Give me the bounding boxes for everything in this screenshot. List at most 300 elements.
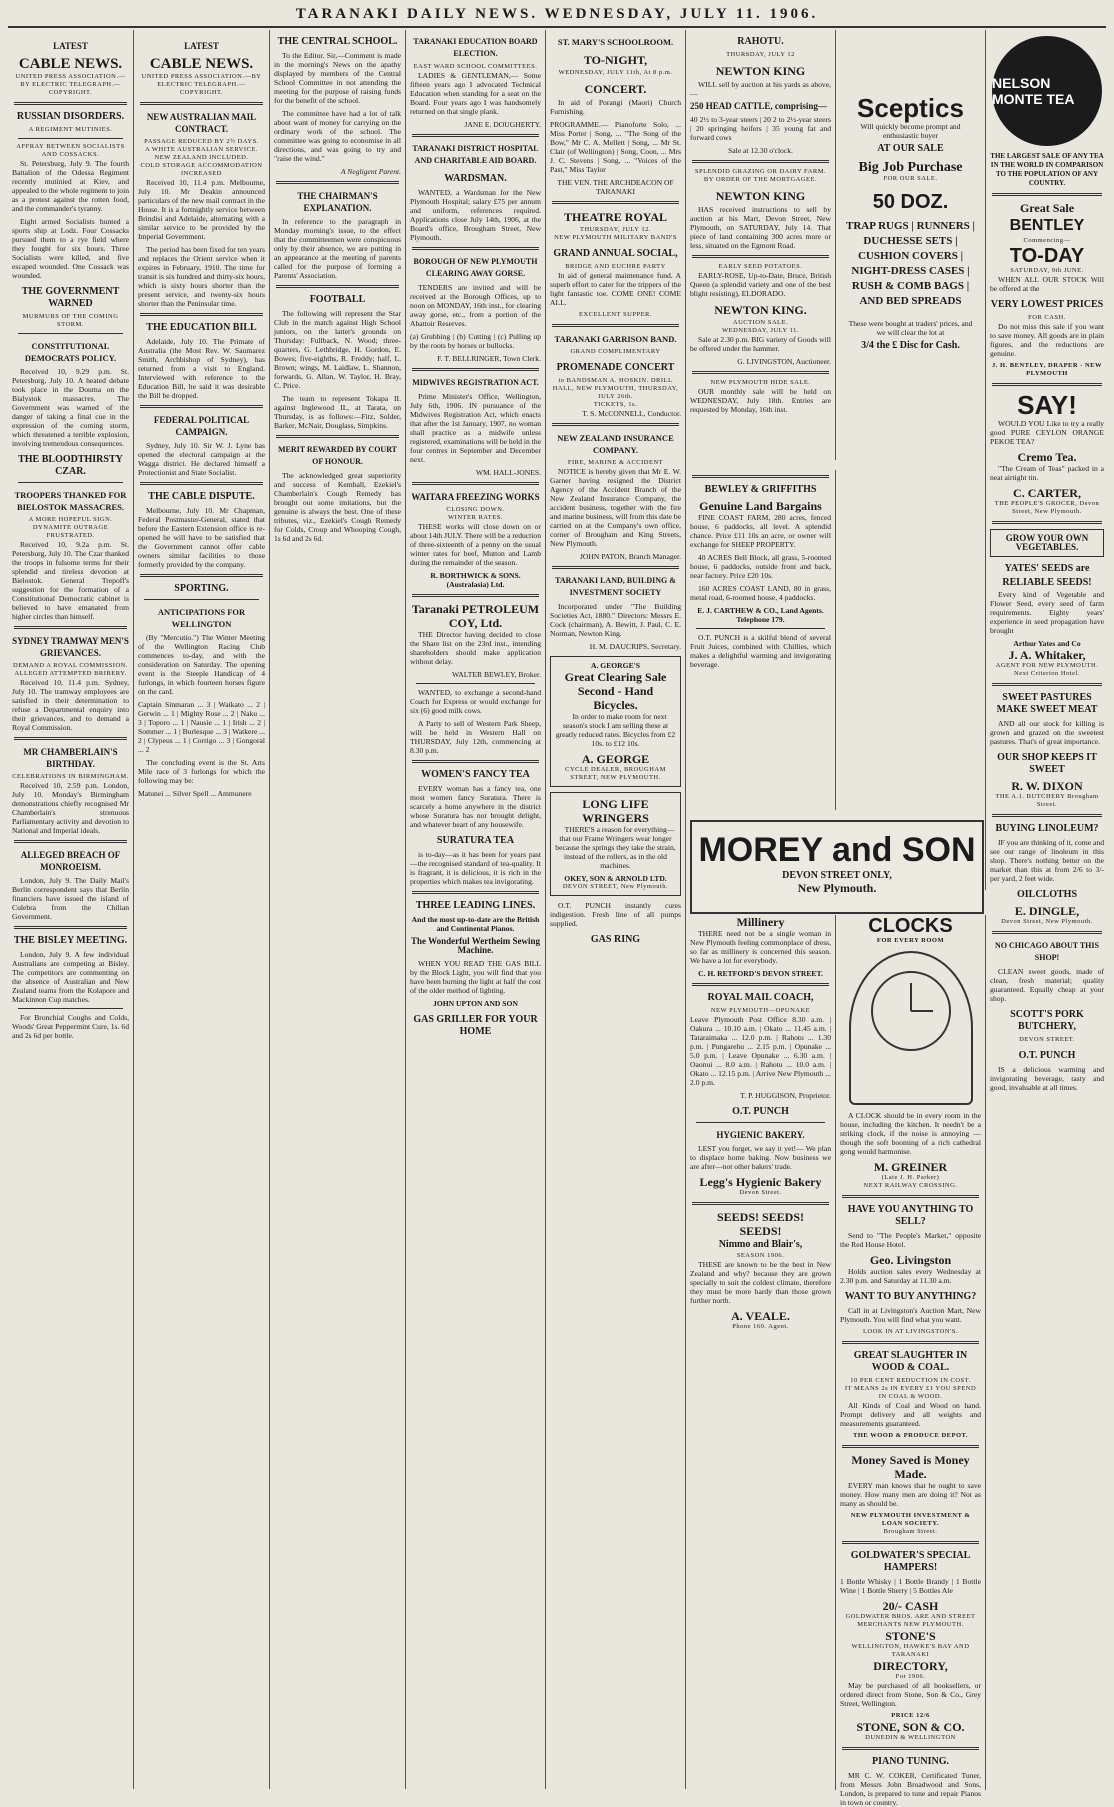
subheading: SEASON 1906.: [736, 1252, 785, 1259]
divider: [140, 313, 263, 316]
ad-paragraph: In aid of general maintenance fund. A superb effort to cater for the trippers of the light fantastic toe. COME ONE! COME ALL.: [550, 271, 681, 307]
divider: [140, 405, 263, 408]
headline: PIANO TUNING.: [871, 1756, 950, 1767]
divider: [14, 737, 127, 740]
nelson-monte-tea-seal: NELSON MONTE TEA: [992, 36, 1102, 146]
ad-title: E. DINGLE,: [1014, 904, 1080, 918]
column-5: [546, 30, 686, 1789]
ad-signature: T. S. McCONNELL, Conductor.: [582, 409, 681, 418]
ad-title: DIRECTORY,: [873, 1659, 948, 1673]
subheading: Devon Street, New Plymouth.: [1001, 918, 1093, 925]
headline: CONSTITUTIONAL DEMOCRATS POLICY.: [24, 341, 117, 363]
divider: [14, 926, 127, 929]
ad-title: CLOCKS: [868, 915, 953, 937]
divider: [842, 1541, 979, 1544]
divider: [992, 683, 1102, 686]
ad-signature: G. LIVINGSTON, Auctioneer.: [737, 357, 831, 366]
subheading: FOR OUR SALE.: [883, 175, 938, 182]
headline: SWEET PASTURES MAKE SWEET MEAT: [996, 692, 1098, 715]
ad-paragraph: LEST you forget, we say it yet!— We plan to displace home baking. Now business we are after—not other bakers' trade.: [690, 1144, 831, 1171]
morey-sale-ad: [840, 90, 981, 354]
divider: [842, 1341, 979, 1344]
headline: NEW ZEALAND INSURANCE COMPANY.: [557, 433, 674, 455]
subheading: J. H. BENTLEY, DRAPER - NEW PLYMOUTH: [991, 362, 1103, 377]
divider: [552, 324, 679, 327]
article-paragraph: London, July 9. A few individual Australians are competing at Bisley. The competitors are commenting on the absence of Australian and New Zealand teams from the Kolapore and Mackinnon Cup matches.: [12, 950, 129, 1004]
clock-hand: [910, 983, 912, 1011]
ad-signature: R. BORTHWICK & SONS. (Australasia) Ltd.: [430, 571, 521, 589]
concert-programme: PROGRAMME.— Pianoforte Solo, ... Miss Porter | Song, ... "The Song of the Bow," Mr C. A. Mellett | Song, ... Mr St. Clair (of Wellington) | Song, Coon, ... Mrs J. C. Stevens | Song, ... "Voices of the Past," Miss Taylor: [550, 120, 681, 174]
headline: NO CHICAGO ABOUT THIS SHOP!: [995, 941, 1099, 962]
divider: [992, 814, 1102, 817]
ad-title: BENTLEY: [1009, 217, 1085, 234]
divider: [842, 1445, 979, 1448]
ad-title: OKEY, SON & ARNOLD LTD.: [564, 874, 667, 883]
ad-paragraph: O.T. PUNCH is a skilful blend of several Fruit Juices, combined with Chillies, which makes a delightful warming and invigorating beverage.: [690, 633, 831, 669]
subheading: Phone 160. Agent.: [732, 1323, 789, 1330]
masthead: TARANAKI DAILY NEWS. WEDNESDAY, JULY 11. 1906.: [295, 6, 819, 22]
subheading: A REGIMENT MUTINIES.: [28, 126, 113, 133]
ad-title: The Wonderful Wertheim Sewing Machine.: [411, 936, 540, 955]
ad-signature: C. H. RETFORD'S DEVON STREET.: [698, 969, 823, 978]
divider: [18, 138, 123, 139]
ad-paragraph: is to-day—as it has been for years past—the recognised standard of tea-quality. It is fragrant, it is delicious, it is rich in the properties which makes tea invigorating.: [410, 850, 541, 886]
divider: [140, 102, 263, 105]
subheading: THURSDAY, JULY 12.: [580, 226, 651, 233]
article-paragraph: Received 10, 9.2a p.m. St. Petersburg, July 10. The Czar thanked the troops in fulsome terms for their splendid and tireless devotion at Bielostok. General Trepoff's suggestion for the formation of a Constitutional Democratic cabinet is believed to have emanated from higher circles than himself.: [12, 540, 129, 621]
divider: [14, 840, 127, 843]
subheading: IT MEANS 2s IN EVERY £1 YOU SPEND IN COAL & WOOD.: [844, 1385, 977, 1400]
subheading: FIRE, MARINE & ACCIDENT: [567, 459, 664, 466]
divider: [992, 383, 1102, 386]
headline: BEWLEY & GRIFFITHS: [704, 484, 817, 495]
headline: THE BISLEY MEETING.: [13, 935, 128, 946]
headline: RAHOTU.: [737, 36, 784, 47]
ad-title: Sceptics: [857, 93, 964, 123]
ad-title: Cremo Tea.: [1017, 450, 1077, 464]
headline: OUR SHOP KEEPS IT SWEET: [997, 752, 1097, 775]
subheading: NEW PLYMOUTH—OPUNAKE: [710, 1007, 811, 1014]
cable-news-title: CABLE NEWS.: [18, 56, 123, 72]
divider: [692, 371, 829, 374]
ad-title: Big Job Purchase: [858, 160, 963, 175]
headline: GOLDWATER'S SPECIAL HAMPERS!: [850, 1550, 971, 1573]
letter-paragraph: To the Editor. Sir,—Comment is made in the morning's News on the apathy displayed by members of the Central School Committee in not attending the meeting for the purpose of raising funds for the benefit of the school.: [274, 51, 401, 105]
vegetables-ad: [990, 529, 1104, 557]
ad-paragraph: THESE works will close down on or about 14th JULY. There will be a reduction of three-sixteenth of a penny on the usual winter rates for beef, Mutton and Lamb during the remainder of the season.: [410, 522, 541, 567]
subheading: COLD STORAGE ACCOMMODATION INCREASED: [140, 162, 263, 177]
ad-title: YATES' SEEDS are RELIABLE SEEDS!: [1002, 563, 1092, 588]
divider: [842, 1747, 979, 1750]
ad-paragraph: And the most up-to-date are the British and Continental Pianos.: [411, 915, 540, 933]
subheading: TICKETS, 1s.: [593, 401, 638, 408]
ad-title: MOREY and SON: [698, 831, 976, 869]
headline: GAS GRILLER FOR YOUR HOME: [413, 1014, 538, 1037]
ad-list: (a) Grubbing | (b) Cutting | (c) Pulling up by the roots by horses or bullocks.: [410, 332, 541, 350]
divider: [692, 475, 829, 478]
headline: ST. MARY'S SCHOOLROOM.: [557, 37, 674, 47]
headline: HAVE YOU ANYTHING TO SELL?: [847, 1204, 974, 1227]
ad-title: LONG LIFE WRINGERS: [582, 797, 649, 825]
ad-paragraph: Will quickly become prompt and enthusiastic buyer: [860, 122, 961, 140]
article-paragraph: London, July 9. The Daily Mail's Berlin correspondent says that Berlin financiers have issued the island of Culebra from the Chilian Government.: [12, 876, 129, 921]
headline: O.T. PUNCH: [1018, 1050, 1076, 1061]
article-paragraph: The period has been fixed for ten years and replaces the Orient service when it expires in February, 1910. The time for transit is six hundred and thirty-six hours, which is sixty hours shorter than the present service, and twenty-six hours shorter than the Peninsular time.: [138, 245, 265, 308]
headline: THE EDUCATION BILL: [146, 322, 257, 333]
headline: FEDERAL POLITICAL CAMPAIGN.: [153, 415, 250, 437]
ad-title: Great Clearing Sale: [564, 670, 667, 684]
article-paragraph: Adelaide, July 10. The Primate of Australia (the Most Rev. W. Saumarez Smith, Archbishop of Sydney), has returned from a visit to England. Interviewed with reference to the Education Bill, he said it was desirable the Bill be dropped.: [138, 337, 265, 400]
ad-list: TRAP RUGS | RUNNERS | DUCHESSE SETS | CUSHION COVERS | NIGHT-DRESS CASES | RUSH & COMB BAGS | AND BED SPREADS: [846, 220, 975, 307]
article-paragraph: Melbourne, July 10. Mr Chapman, Federal Postmaster-General, stated that before the Eastern Extension office is re-opened he will have to be satisfied that the Government cannot offer cable owners similar facilities to those formerly provided by the company.: [138, 506, 265, 569]
divider: [412, 594, 539, 597]
ad-paragraph: LADIES & GENTLEMAN,— Some fifteen years ago I advocated Technical Education when standing for a seat on the Board. Four years ago I was handsomely returned on that single plank.: [410, 71, 541, 116]
race-results: Matunei ... Silver Spell ... Ammunere: [138, 789, 252, 798]
divider: [14, 626, 127, 629]
headline: NEWTON KING: [715, 64, 806, 78]
divider: [552, 423, 679, 426]
morey-and-son-banner: [690, 820, 984, 914]
ad-title: Arthur Yates and Co: [1013, 639, 1081, 648]
subheading: THURSDAY, JULY 12: [726, 51, 795, 58]
article-paragraph: Received 10, 11.4 p.m. Sydney, July 10. The tramway employees are satisfied in their determination to refuse a Departmental enquiry into their grievances, and to demand a Royal Commission.: [12, 678, 129, 732]
headline: PROMENADE CONCERT: [556, 362, 675, 373]
subheading: SPLENDID GRAZING OR DAIRY FARM.: [694, 168, 827, 175]
ad-paragraph: In order to make room for next season's stock I am selling these at greatly reduced rates. Bicycles from £2 10s. to £12 10s.: [555, 712, 676, 748]
ad-title: Taranaki PETROLEUM COY, Ltd.: [411, 602, 540, 630]
headline: THEATRE ROYAL: [563, 210, 668, 224]
column-7-lower: [836, 915, 986, 1807]
headline: BUYING LINOLEUM?: [995, 823, 1099, 834]
subheading: Next Criterion Hotel.: [1014, 670, 1080, 677]
subheading: DUNEDIN & WELLINGTON: [865, 1734, 956, 1741]
ad-paragraph: Sale at 2.30 p.m. BIG variety of Goods will be offered under the hammer.: [690, 335, 831, 353]
headline: NEWTON KING: [715, 189, 806, 203]
ad-title: A. GEORGE: [581, 752, 650, 766]
subheading: BRIDGE AND EUCHRE PARTY: [565, 263, 666, 270]
subheading: NEW PLYMOUTH INVESTMENT & LOAN SOCIETY.: [850, 1512, 971, 1527]
ad-title: Second - Hand Bicycles.: [577, 684, 654, 712]
ad-paragraph: HAS received instructions to sell by auction at his Mart, Devon Street, New Plymouth, on SATURDAY, July 14. That piece of land containing 300 acres more or less, situated on the Egmont Road.: [690, 205, 831, 250]
headline: RUSSIAN DISORDERS.: [16, 111, 125, 122]
headline: TARANAKI EDUCATION BOARD ELECTION.: [413, 37, 538, 58]
column-2: [134, 30, 270, 1789]
column-6: [686, 30, 836, 460]
letter-paragraph: The committee have had a lot of talk about want of money for carrying on the ordinary work of the school. The committee was going to economise in all directions, and was going to try and "raise the wind.": [274, 109, 401, 163]
wringers-ad: [550, 792, 681, 896]
ad-paragraph: THERE need not be a single woman in New Plymouth feeling commonplace of dress, so far as millinery is concerned this season. We have a lot for everybody.: [690, 929, 831, 965]
ad-title: A. VEALE.: [731, 1309, 790, 1323]
ad-subtitle: DEVON STREET ONLY,: [782, 870, 892, 881]
ad-signature: JOHN PATON, Branch Manager.: [579, 552, 681, 561]
divider: [276, 285, 399, 288]
subheading: LOOK IN AT LIVINGSTON'S.: [863, 1328, 958, 1335]
ad-title: SEEDS!: [739, 1224, 782, 1238]
subheading: Devon Street.: [739, 1189, 782, 1196]
ad-title: STONE'S: [885, 1629, 936, 1643]
subheading: SATURDAY, 9th JUNE.: [1010, 267, 1084, 274]
subheading: BY ORDER OF THE MORTGAGEE.: [703, 176, 818, 183]
ad-signature: JOHN UPTON AND SON: [433, 999, 518, 1008]
divider: [14, 102, 127, 105]
ad-list: 40 2½ to 3-year steers | 20 2 to 2½-year steers | 20 springing heifers | 35 young fat and forward cows: [690, 115, 831, 142]
subheading: Brougham Street.: [883, 1528, 938, 1535]
ad-title: STONE, SON & CO.: [856, 1720, 965, 1734]
article-paragraph: Eight armed Socialists hunted a sports ship at Lodz. Four Cossacks pursued them to a rye field where they fought for six hours. Three Socialists were killed, and five escaped wounded. One Cossack was wounded.: [12, 217, 129, 280]
divider: [692, 1202, 829, 1205]
headline: CONCERT.: [584, 82, 647, 96]
ad-paragraph: THERE'S a reason for everything— that our Frame Wringers wear longer because the springs they take the strain, instead of the rollers, as in the old machines.: [555, 825, 676, 870]
headline: MIDWIVES REGISTRATION ACT.: [412, 378, 539, 387]
headline: MERIT REWARDED BY COURT OF HONOUR.: [277, 445, 398, 466]
ad-paragraph: THE Director having decided to close the Share list on the 23rd inst., intending shareholders should make application without delay.: [410, 630, 541, 666]
headline: SURATURA TEA: [436, 835, 515, 846]
headline: THE CHAIRMAN'S EXPLANATION.: [297, 191, 378, 213]
ad-paragraph: In aid of Porangi (Maori) Church Furnishing.: [550, 98, 681, 116]
latest-label: LATEST: [53, 41, 88, 51]
subheading: THE WOOD & PRODUCE DEPOT.: [852, 1432, 968, 1439]
subheading: DEVON STREET, New Plymouth.: [562, 883, 669, 890]
column-1: [8, 30, 134, 1789]
subheading: DEVON STREET.: [1019, 1036, 1075, 1043]
ad-paragraph: Holds auction sales every Wednesday at 2.30 p.m. and Saturday at 11.30 a.m.: [840, 1267, 981, 1285]
ad-paragraph: EVERY man knows that he ought to save money. How many men are doing it? Not as many as should be.: [840, 1481, 981, 1508]
headline: VERY LOWEST PRICES: [990, 299, 1104, 310]
ad-signature: E. J. CARTHEW & CO., Land Agents. Telephone 179.: [697, 606, 824, 624]
ad-signature: JANE E. DOUGHERTY.: [464, 120, 541, 129]
ad-paragraph: Every kind of Vegetable and Flower Seed, every seed of farm requirements. Eighty years' experience in seed propagation have brought: [990, 590, 1104, 635]
letter-signature: A Negligent Parent.: [340, 167, 401, 176]
headline: HYGIENIC BAKERY.: [716, 1130, 805, 1140]
article-paragraph: The following will represent the Star Club in the match against High School juniors, on the latter's grounds on Thursday: Fullback, N. Wood; three-quarters, G. Lethbridge, H. Gordon, E. Bowes; five-eighths, R. Freddy; half, L. Brown; wings, M. Laidlaw, L. Shannon, forwards, G. Allan, W. Taylor, H. Bray, C. Price.: [274, 309, 401, 390]
ad-paragraph: IS a delicious warming and invigorating beverage, tasty and good, invaluable at all times.: [990, 1065, 1104, 1092]
ad-title: Nimmo and Blair's,: [718, 1239, 803, 1250]
divider: [140, 574, 263, 577]
subheading: AGENT FOR NEW PLYMOUTH.: [995, 662, 1099, 669]
subheading: WEDNESDAY, JULY 11.: [722, 327, 799, 334]
latest-label: LATEST: [184, 41, 219, 51]
ad-paragraph: CLEAN sweet goods, made of clean, fresh material; quality guaranteed. Equally cheap at your shop.: [990, 967, 1104, 1003]
article-paragraph: Received 10, 11.4 p.m. Melbourne, July 10. Mr Deakin announced particulars of the new mail contract in the House. It is a fortnightly service between Brindisi and Adelaide, alternating with a similar service to be provided by the Imperial Government.: [138, 178, 265, 241]
divider: [992, 193, 1102, 196]
ad-signature: WM. HALL-JONES.: [475, 468, 541, 477]
subheading: A WHITE AUSTRALIAN SERVICE.: [145, 146, 258, 153]
headline: FOOTBALL: [309, 294, 366, 305]
ad-title: SEEDS! SEEDS!: [716, 1210, 805, 1224]
divider: [412, 482, 539, 485]
headline: WARDSMAN.: [444, 173, 507, 184]
ad-paragraph: O.T. PUNCH instantly cures indigestion. Fresh line of all pumps supplied.: [550, 901, 681, 928]
ad-title: 20/- CASH: [882, 1599, 939, 1613]
column-6-lower: [686, 470, 836, 810]
subheading: For 1906.: [895, 1673, 926, 1680]
article-paragraph: The concluding event is the St. Arts Mile race of 3 furlongs for which the following may be:: [138, 758, 265, 785]
article-paragraph: Received 10, 9.29 p.m. St. Petersburg, July 10. A heated debate took place in the Douma on the Bialystok massacres. The Government was warned of the danger of taking a final cue in the expression of the coming storm, which threatened a terrible explosion, involving tremendous consequences.: [12, 367, 129, 448]
ad-paragraph: All Kinds of Coal and Wood on hand. Prompt delivery and all weights and measurements guaranteed.: [840, 1401, 981, 1428]
subheading: THE PEOPLE'S GROCER, Devon Street, New Plymouth.: [994, 500, 1100, 515]
ad-paragraph: These were bought at traders' prices, and we will clear the lot at: [848, 319, 973, 337]
ad-title: GROW YOUR OWN VEGETABLES.: [1005, 533, 1089, 552]
subheading: CYCLE DEALER, BROUGHAM STREET, NEW PLYMOUTH.: [565, 766, 666, 781]
subheading: PASSAGE REDUCED BY 2½ DAYS.: [144, 138, 259, 145]
ad-paragraph: WANTED, a Wardsman for the New Plymouth Hospital; salary £75 per annum and uniform, references required. Applications close July 14th, 1906, at the Board's office, Brougham Street, New Plymouth.: [410, 188, 541, 242]
subheading: Commencing—: [1023, 237, 1071, 244]
headline: ALLEGED BREACH OF MONROEISM.: [20, 850, 121, 872]
divider: [842, 1195, 979, 1198]
ad-title: Money Saved is Money Made.: [851, 1453, 970, 1481]
headline: ANTICIPATIONS FOR WELLINGTON: [157, 607, 246, 629]
divider: [412, 134, 539, 137]
ad-paragraph: WANTED, to exchange a second-hand Coach for Express or would exchange for six (6) good milk cows.: [410, 688, 541, 715]
article-paragraph: St. Petersburg, July 9. The fourth Battalion of the Odessa Regiment recently mutinied at Kiev, and appealed to the whole regiment to join as a protest against the rotten food, and the commander's tyranny.: [12, 159, 129, 213]
headline: OILCLOTHS: [1016, 889, 1078, 900]
ad-subtitle: New Plymouth.: [797, 881, 877, 895]
divider: [18, 1008, 123, 1009]
article-paragraph: Received 10, 2.59 p.m. London, July 10. Monday's Birmingham demonstrations chiefly recognised Mr Chamberlain's strenuous Parliamentary activity and devotion to National and Imperial ideals.: [12, 781, 129, 835]
headline: GRAND ANNUAL SOCIAL,: [553, 248, 678, 259]
subheading: DYNAMITE OUTRAGE FRUSTRATED.: [32, 524, 109, 539]
column-7: [836, 30, 986, 890]
headline: THE GOVERNMENT WARNED: [21, 286, 120, 309]
ad-paragraph: FINE COAST FARM, 280 acres, fenced house, 6 paddocks, all level. A splendid chance. Price £11 10s an acre, or owner will exchange for SHEEP PROPERTY.: [690, 513, 831, 549]
headline: TARANAKI LAND, BUILDING & INVESTMENT SOCIETY: [555, 576, 676, 597]
headline: THE CABLE DISPUTE.: [148, 491, 255, 502]
subheading: FOR EVERY ROOM: [876, 937, 945, 944]
headline: NEWTON KING.: [714, 303, 807, 317]
clock-illustration: [849, 951, 973, 1105]
subheading: EARLY SEED POTATOES.: [718, 263, 803, 270]
headline: TO-NIGHT,: [583, 53, 648, 67]
ad-paragraph: THE LARGEST SALE OF ANY TEA IN THE WORLD IN COMPARISON TO THE POPULATION OF ANY COUNTRY.: [990, 152, 1104, 187]
ad-paragraph: EARLY-ROSE, Up-to-Date, Bruce, British Queen (a splendid variety and one of the best blight resisting), ELDORADO.: [690, 271, 831, 298]
divider: [18, 482, 123, 483]
subheading: EAST WARD SCHOOL COMMITTEES.: [413, 63, 538, 70]
ad-title: M. GREINER: [873, 1160, 948, 1174]
ad-subtitle: AT OUR SALE: [877, 143, 944, 154]
divider: [412, 891, 539, 894]
ad-title: Great Sale: [1019, 201, 1075, 215]
ad-title: Geo. Livingston: [869, 1253, 952, 1267]
clock-face: [871, 971, 951, 1051]
ad-paragraph: WHEN ALL OUR STOCK Will be offered at the: [990, 275, 1104, 293]
headline: O.T. PUNCH: [732, 1106, 789, 1117]
ad-title: SAY!: [1017, 390, 1077, 420]
divider: [412, 760, 539, 763]
subheading: MURMURS OF THE COMING STORM.: [22, 313, 119, 328]
article-paragraph: For Bronchial Coughs and Colds, Woods' Great Peppermint Cure, 1s. 6d and 2s 6d per bottle.: [12, 1013, 129, 1040]
ad-price: 3/4 the £ Disc for Cash.: [861, 340, 960, 351]
divider: [276, 181, 399, 184]
subheading: NEXT RAILWAY CROSSING.: [863, 1182, 958, 1189]
headline: WOMEN'S FANCY TEA: [421, 769, 530, 780]
subheading: CLOSING DOWN.: [446, 506, 505, 513]
subheading: PRICE 12/6: [891, 1712, 930, 1719]
masthead-rule: [8, 26, 1106, 28]
ad-paragraph: "The Cream of Teas" packed in a neat airtight tin.: [990, 464, 1104, 482]
ad-paragraph: WOULD YOU Like to try a really good PURE CEYLON ORANGE PEKOE TEA?: [990, 419, 1104, 446]
divider: [696, 628, 825, 629]
subheading: AUCTION SALE.: [732, 319, 789, 326]
ad-paragraph: Send to "The People's Market," opposite the Red House Hotel.: [840, 1231, 981, 1249]
headline: MR CHAMBERLAIN'S BIRTHDAY.: [23, 747, 118, 769]
ad-title: Legg's Hygienic Bakery: [699, 1175, 822, 1189]
race-results: Captain Sinmaran ... 3 | Waikato ... 2 | Gerwin ... 1 | Mighty Rose ... 2 | Naku ... 3 | Toporo ... 1 | Nausie ... 1 | Irish ... 2 | Sommer ... 1 | Burlesque ... 3 | Watkere ... 2 | Clypeus ... 1 | Corrigo ... 3 | Gongoral ... 2: [138, 700, 265, 754]
subheading: GOLDWATER BROS. ARE AND STREET MERCHANTS NEW PLYMOUTH.: [845, 1613, 976, 1628]
subheading: NEW PLYMOUTH MILITARY BAND'S: [554, 234, 677, 241]
subheading: WINTER RATES.: [448, 514, 503, 521]
headline: BOROUGH OF NEW PLYMOUTH CLEARING AWAY GORSE.: [413, 257, 538, 278]
ad-signature: T. P. HUGGISON, Proprietor.: [740, 1091, 831, 1100]
subheading: WELLINGTON, HAWKE'S BAY AND TARANAKI: [851, 1643, 970, 1658]
divider: [412, 247, 539, 250]
ad-title: R. W. DIXON: [1011, 779, 1083, 793]
divider: [144, 599, 259, 600]
subheading: (Late J. H. Parker): [881, 1174, 940, 1181]
cable-credit: UNITED PRESS ASSOCIATION.—BY ELECTRIC TELEGRAPH.—COPYRIGHT.: [15, 73, 126, 96]
article-paragraph: The acknowledged great superiority and success of Kemball, Ezekiel's Chamberlain's Cough Remedy has brought out some imitations, but the genuine is always the best. One of these tributes, viz., Ezekiel's Cough Remedy for Colds, Croup and Whooping Cough, 1s 6d and 2s 6d.: [274, 471, 401, 543]
subheading: AFFRAY BETWEEN SOCIALISTS AND COSSACKS.: [16, 143, 125, 158]
cable-credit: UNITED PRESS ASSOCIATION.—BY ELECTRIC TELEGRAPH.—COPYRIGHT.: [141, 73, 262, 96]
divider: [552, 566, 679, 569]
ad-paragraph: WILL sell by auction at his yards as above,—: [690, 80, 831, 98]
headline: SPORTING.: [174, 583, 229, 594]
ad-title: J. A. Whitaker,: [1008, 648, 1086, 662]
divider: [412, 368, 539, 371]
ad-title: TO-DAY: [1009, 245, 1085, 267]
subheading: to BANDSMAN A. HOSKIN. DRILL HALL, NEW PLYMOUTH, THURSDAY, JULY 26th.: [552, 377, 679, 400]
divider: [692, 983, 829, 986]
coach-timetable: Leave Plymouth Post Office 8.30 a.m. | Oakura ... 10.10 a.m. | Okato ... 11.45 a.m. | Tataraimaka ... 12.0 p.m. | Rahotu ... 1.30 p.m. | Pungarehu ... 2.15 p.m. | Opunake ... 5.0 p.m. | Leave Opunake ... 6.30 a.m. | Oaonui ... 8.0 a.m. | Rahotu ... 10.0 a.m. | Okato ... 12.15 p.m. | Arrive New Plymouth ... 2.0 p.m.: [690, 1015, 831, 1087]
subheading: EXCELLENT SUPPER.: [578, 311, 653, 318]
ad-highlight: 250 HEAD CATTLE, comprising—: [690, 101, 827, 111]
ad-paragraph: THESE are known to be the best in New Zealand and why? because they are grown specially to suit the coldest climate, therefore they must be more hardy than those grown further north.: [690, 1260, 831, 1305]
subheading: NEW PLYMOUTH HIDE SALE.: [710, 379, 811, 386]
ad-signature: F. T. BELLRINGER, Town Clerk.: [437, 354, 541, 363]
divider: [552, 201, 679, 204]
ad-paragraph: NOTICE is hereby given that Mr E. W. Garner having resigned the District Agency of the Accident Branch of the New Zealand Insurance Company, the accident business, together with the fire and marine business, will from this date be carried on at the Company's own office, corner of Brougham and King Streets, New Plymouth.: [550, 467, 681, 548]
ad-title: C. CARTER,: [1013, 486, 1081, 500]
ad-paragraph: A CLOCK should be in every room in the house, including the kitchen. It needn't be a striking clock, if the noise is annoying — though the soft booming of a rich cathedral gong would harmonise.: [840, 1111, 981, 1156]
subheading: ALLEGED ATTEMPTED BRIBERY.: [14, 670, 127, 677]
ad-paragraph: OUR monthly sale will be held on WEDNESDAY, July 18th. Entries are requested by Monday, 16th inst.: [690, 387, 831, 414]
ad-title: Genuine Land Bargains: [699, 499, 822, 513]
divider: [140, 482, 263, 485]
article-paragraph: Sydney, July 10. Sir W. J. Lyne has opened the electoral campaign at the Wagga district. He declared himself a Protectionist and State Socialist.: [138, 441, 265, 477]
headline: WANT TO BUY ANYTHING?: [844, 1291, 977, 1302]
column-4: [406, 30, 546, 1789]
ad-paragraph: Sale at 12.30 o'clock.: [728, 146, 793, 155]
headline: GAS RING: [590, 934, 641, 945]
ad-title: Millinery: [736, 915, 785, 929]
divider: [692, 255, 829, 258]
divider: [992, 521, 1102, 524]
divider: [416, 683, 535, 684]
column-6-bottom: [686, 915, 836, 1790]
headline: SCOTT'S PORK BUTCHERY,: [1010, 1009, 1084, 1032]
divider: [692, 160, 829, 163]
column-8: [986, 30, 1108, 1789]
clock-hand: [911, 1010, 933, 1012]
ad-paragraph: A Party to sell of Western Park Sheep, will be held in Western Hall on THURSDAY, July 12th, commencing at 8.30 p.m.: [410, 719, 541, 755]
headline: TARANAKI DISTRICT HOSPITAL AND CHARITABLE AID BOARD.: [412, 144, 539, 165]
ad-paragraph: TENDERS are invited and will be received at the Borough Offices, up to noon on MONDAY, 16th inst., for clearing away gorse, etc., from a portion of the Abattoir Reserves.: [410, 283, 541, 328]
ad-paragraph: May be purchased of all booksellers, or ordered direct from Stone, Son & Co., Grey Street, Wellington.: [840, 1681, 981, 1708]
headline: THE CENTRAL SCHOOL.: [277, 36, 398, 47]
ad-title: A. GEORGE'S: [591, 661, 640, 670]
ad-paragraph: 160 ACRES COAST LAND, 80 in grass, metal road, 6-roomed house, 4 paddocks.: [690, 584, 831, 602]
ad-paragraph: 40 ACRES Bell Block, all grass, 5-roomed house, 6 paddocks, outside front and back, near factory. Price £20 10s.: [690, 553, 831, 580]
ad-paragraph: Incorporated under "The Building Societies Act, 1880." Directors: Messrs E. Cock (chairman), A. Bewitt, J. Paul, C. E. Norman, Newton King.: [550, 602, 681, 638]
